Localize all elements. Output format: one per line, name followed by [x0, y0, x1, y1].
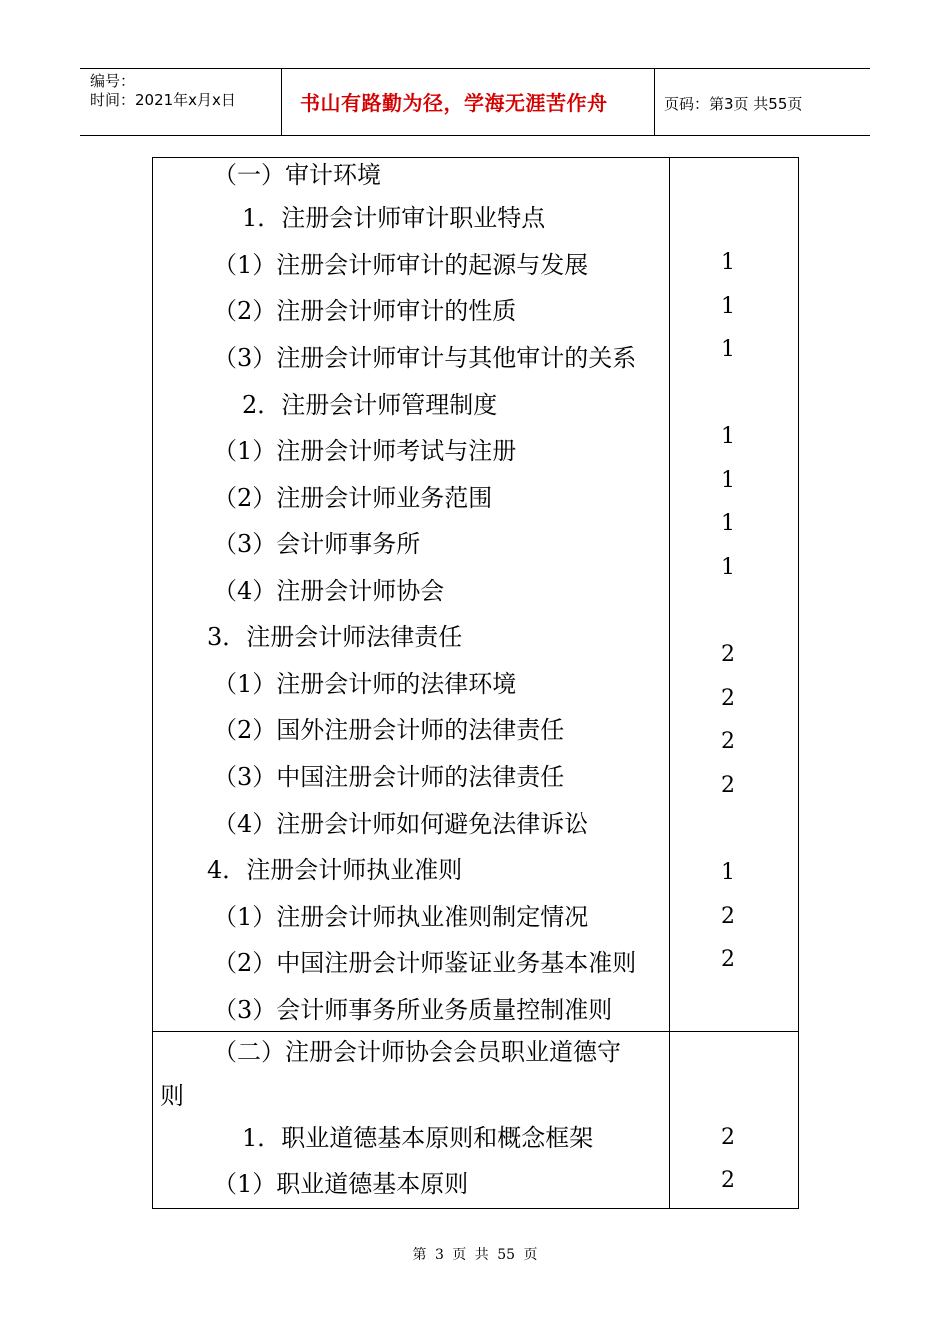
header-motto: 书山有路勤为径，学海无涯苦作舟	[300, 91, 608, 115]
section-heading-continued: 则	[160, 1082, 184, 1110]
header-bottom-rule	[80, 135, 870, 136]
serial-label: 编号：	[90, 72, 136, 90]
table-row-divider	[152, 1031, 799, 1032]
hours-value: 1	[721, 294, 735, 319]
item-line: （1）注册会计师审计的起源与发展	[213, 251, 589, 279]
page-info: 页码：第3页 共55页	[664, 95, 803, 113]
item-line: （3）中国注册会计师的法律责任	[213, 763, 565, 791]
page-footer: 第 3 页 共 55 页	[412, 1247, 538, 1263]
hours-value: 2	[721, 904, 735, 929]
hours-value: 2	[721, 642, 735, 667]
item-line: （2）注册会计师业务范围	[213, 484, 493, 512]
hours-value: 1	[721, 468, 735, 493]
hours-value: 1	[721, 337, 735, 362]
time-label: 时间：2021年x月x日	[90, 91, 236, 109]
hours-value: 2	[721, 1125, 735, 1150]
subsection-heading: 1．注册会计师审计职业特点	[242, 204, 546, 232]
item-line: （1）注册会计师执业准则制定情况	[213, 903, 589, 931]
item-line: （2）中国注册会计师鉴证业务基本准则	[213, 949, 637, 977]
hours-value: 1	[721, 424, 735, 449]
hours-value: 2	[721, 773, 735, 798]
hours-value: 2	[721, 947, 735, 972]
header-divider-left	[281, 68, 282, 135]
item-line: （1）职业道德基本原则	[213, 1170, 469, 1198]
section-heading: （二）注册会计师协会会员职业道德守	[213, 1038, 621, 1066]
hours-value: 2	[721, 686, 735, 711]
hours-value: 1	[721, 555, 735, 580]
subsection-heading: 1．职业道德基本原则和概念框架	[242, 1124, 594, 1152]
subsection-heading: 3．注册会计师法律责任	[207, 623, 463, 651]
item-line: （2）注册会计师审计的性质	[213, 297, 517, 325]
subsection-heading: 4．注册会计师执业准则	[207, 856, 463, 884]
hours-value: 1	[721, 250, 735, 275]
item-line: （3）会计师事务所	[213, 530, 421, 558]
hours-value: 1	[721, 511, 735, 536]
header-top-rule	[80, 68, 870, 69]
item-line: （1）注册会计师考试与注册	[213, 437, 517, 465]
item-line: （2）国外注册会计师的法律责任	[213, 716, 565, 744]
item-line: （4）注册会计师如何避免法律诉讼	[213, 810, 589, 838]
header-divider-right	[654, 68, 655, 135]
subsection-heading: 2．注册会计师管理制度	[242, 391, 498, 419]
item-line: （4）注册会计师协会	[213, 577, 445, 605]
section-heading: （一）审计环境	[213, 161, 381, 189]
table-column-divider	[669, 157, 670, 1209]
item-line: （3）会计师事务所业务质量控制准则	[213, 996, 613, 1024]
hours-value: 1	[721, 860, 735, 885]
item-line: （3）注册会计师审计与其他审计的关系	[213, 344, 637, 372]
item-line: （1）注册会计师的法律环境	[213, 670, 517, 698]
hours-value: 2	[721, 1168, 735, 1193]
hours-value: 2	[721, 729, 735, 754]
